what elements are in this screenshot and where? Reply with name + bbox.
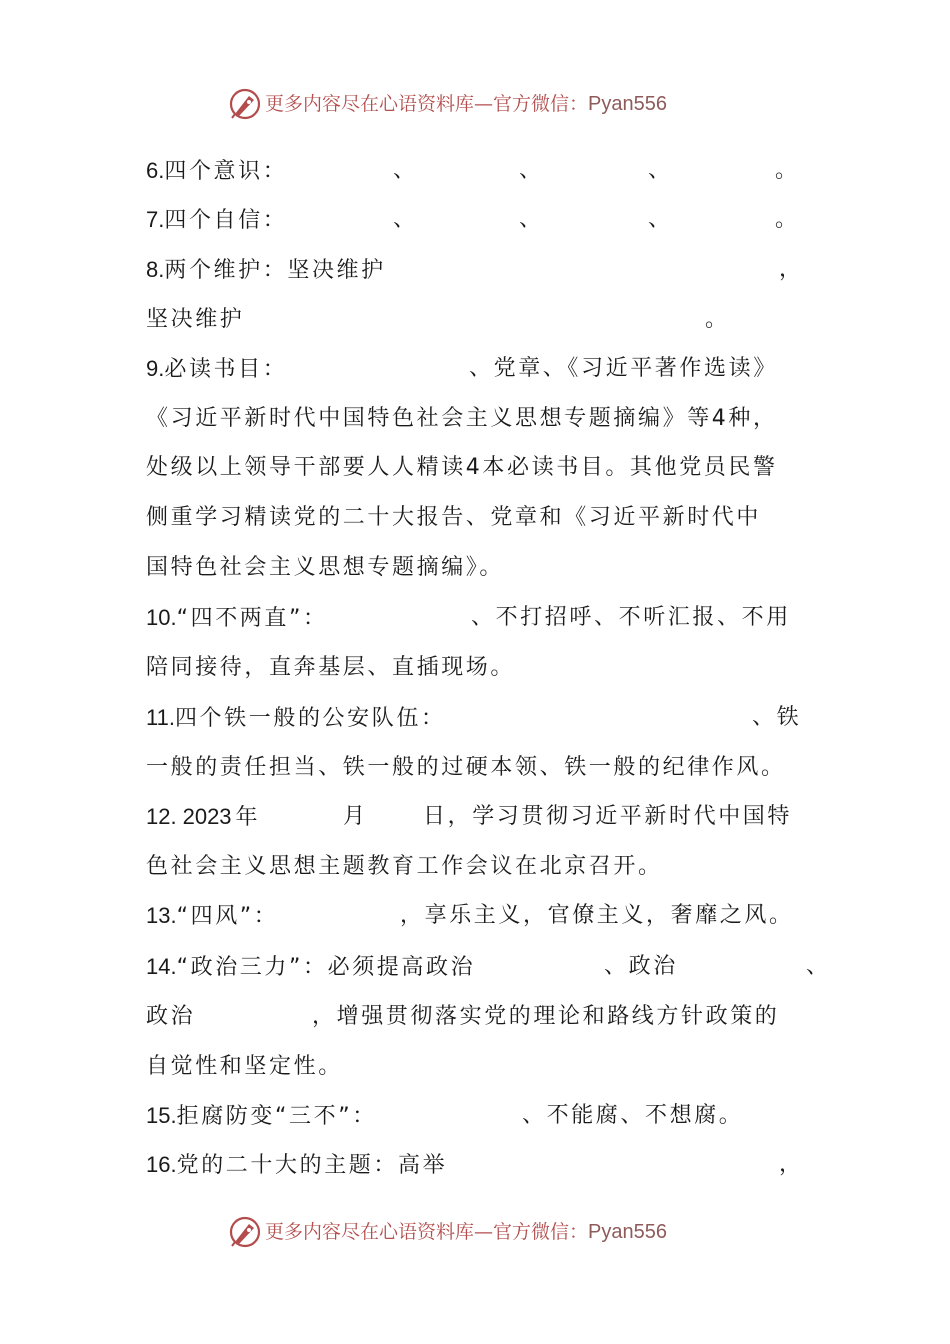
pen-nib-circle-icon xyxy=(228,1215,262,1249)
item-8: 8.两个维护：坚决维护 xyxy=(146,257,386,283)
item-11: 11.四个铁一般的公安队伍： xyxy=(146,705,446,731)
item-6-blank-sep: 、 xyxy=(519,158,542,183)
item-16-comma: ， xyxy=(779,1152,802,1177)
item-7-end: 。 xyxy=(775,207,798,232)
item-14-mid: 、政治 xyxy=(604,954,678,979)
item-11-after: 、铁 xyxy=(752,705,802,730)
item-14-line-2-rest: ，增强贯彻落实党的理论和路线方针政策的 xyxy=(312,1004,780,1029)
watermark-text: 更多内容尽在心语资料库—官方微信：Pyan556 xyxy=(265,93,667,115)
item-8-line-2: 坚决维护 xyxy=(146,307,245,332)
item-13-after: ，享乐主义，官僚主义，奢靡之风。 xyxy=(400,903,794,928)
item-7: 7.四个自信： xyxy=(146,207,288,233)
item-10: 10.“四不两直”： xyxy=(146,605,328,631)
item-9-line-5: 国特色社会主义思想专题摘编》。 xyxy=(146,555,505,580)
item-9: 9.必读书目： xyxy=(146,356,288,382)
item-8-end: 。 xyxy=(705,307,728,332)
footer-watermark xyxy=(0,1212,950,1252)
item-7-blank-sep: 、 xyxy=(519,207,542,232)
item-12-day: 日，学习贯彻习近平新时代中国特 xyxy=(423,804,793,829)
item-6: 6.四个意识： xyxy=(146,158,288,184)
item-9-line-4: 侧重学习精读党的二十大报告、党章和《习近平新时代中 xyxy=(146,505,762,530)
item-14-sep: 、 xyxy=(806,954,829,979)
item-11-line-2: 一般的责任担当、铁一般的过硬本领、铁一般的纪律作风。 xyxy=(146,755,786,780)
item-14-line-2: 政治 xyxy=(146,1004,196,1029)
item-16: 16.党的二十大的主题：高举 xyxy=(146,1152,448,1178)
item-6-blank-sep: 、 xyxy=(648,158,671,183)
item-8-comma: ， xyxy=(779,257,802,282)
item-9-after: 、党章、《习近平著作选读》 xyxy=(469,356,778,381)
item-12-line-2: 色社会主义思想主题教育工作会议在北京召开。 xyxy=(146,854,663,879)
item-7-blank-sep: 、 xyxy=(648,207,671,232)
item-7-blank-sep: 、 xyxy=(393,207,416,232)
watermark-text: 更多内容尽在心语资料库—官方微信：Pyan556 xyxy=(265,1221,667,1243)
item-9-line-2: 《习近平新时代中国特色社会主义思想专题摘编》等4种， xyxy=(146,406,778,431)
item-6-end: 。 xyxy=(775,158,798,183)
item-9-line-3: 处级以上领导干部要人人精读4本必读书目。其他党员民警 xyxy=(146,455,778,480)
item-12-month: 月 xyxy=(343,804,366,829)
item-13: 13.“四风”： xyxy=(146,903,279,929)
item-15-after: 、不能腐、不想腐。 xyxy=(522,1103,744,1128)
item-15: 15.拒腐防变“三不”： xyxy=(146,1103,377,1129)
item-6-blank-sep: 、 xyxy=(393,158,416,183)
item-10-line-2: 陪同接待，直奔基层、直插现场。 xyxy=(146,655,516,680)
item-14: 14.“政治三力”：必须提高政治 xyxy=(146,954,476,980)
item-10-after: 、不打招呼、不听汇报、不用 xyxy=(471,605,791,630)
item-14-line-3: 自觉性和坚定性。 xyxy=(146,1054,343,1079)
item-12: 12. 2023 年 xyxy=(146,804,261,830)
